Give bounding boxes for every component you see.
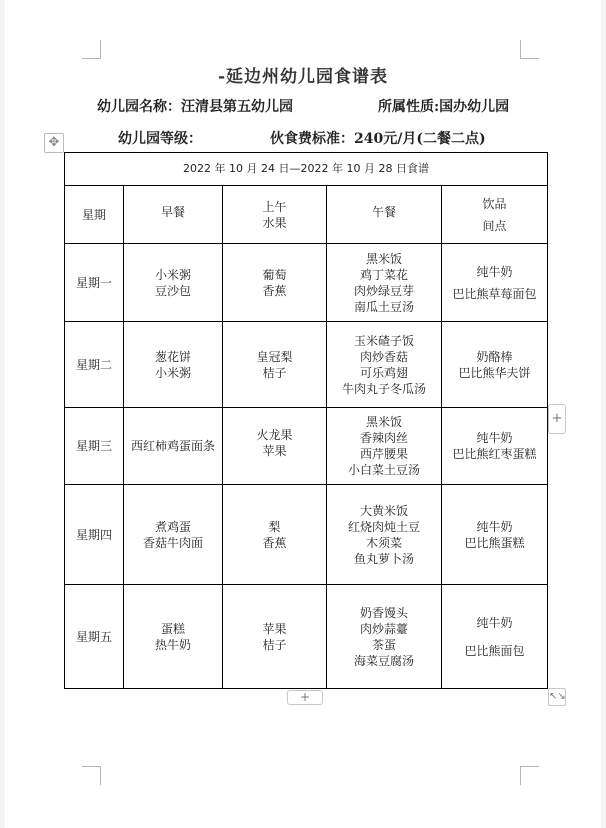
header-snack: 饮品 间点	[442, 186, 548, 244]
breakfast-cell: 煮鸡蛋 香菇牛肉面	[124, 485, 223, 585]
document-title: -延边州幼儿园食谱表	[217, 67, 389, 87]
kindergarten-nature: 所属性质:国办幼儿园	[378, 99, 510, 115]
kindergarten-name: 幼儿园名称：汪清县第五幼儿园	[97, 99, 293, 115]
table-row	[65, 322, 548, 408]
kindergarten-level: 幼儿园等级：	[118, 131, 202, 147]
day-cell: 星期三	[65, 408, 124, 485]
day-cell: 星期五	[65, 585, 124, 689]
fruit-cell: 苹果 桔子	[223, 585, 327, 689]
weekly-menu-table	[64, 152, 548, 689]
snack-cell: 纯牛奶 巴比熊蛋糕	[442, 485, 548, 585]
day-cell: 星期一	[65, 244, 124, 322]
breakfast-cell: 蛋糕 热牛奶	[124, 585, 223, 689]
lunch-cell: 玉米碴子饭 肉炒香菇 可乐鸡翅 牛肉丸子冬瓜汤	[327, 322, 442, 408]
header-lunch: 午餐	[327, 186, 442, 244]
add-column-button[interactable]: +	[548, 404, 566, 434]
header-breakfast: 早餐	[124, 186, 223, 244]
table-row	[65, 244, 548, 322]
page-corner-mark	[82, 40, 101, 59]
snack-cell: 纯牛奶 巴比熊草莓面包	[442, 244, 548, 322]
lunch-cell: 黑米饭 香辣肉丝 西芹腰果 小白菜土豆汤	[327, 408, 442, 485]
day-cell: 星期四	[65, 485, 124, 585]
day-cell: 星期二	[65, 322, 124, 408]
page-corner-mark	[520, 766, 539, 785]
page-corner-mark	[82, 766, 101, 785]
lunch-cell: 奶香馒头 肉炒蒜薹 茶蛋 海菜豆腐汤	[327, 585, 442, 689]
table-row	[65, 585, 548, 689]
add-row-button[interactable]: +	[287, 690, 323, 705]
breakfast-cell: 葱花饼 小米粥	[124, 322, 223, 408]
table-row	[65, 485, 548, 585]
breakfast-cell: 小米粥 豆沙包	[124, 244, 223, 322]
meal-fee-standard: 伙食费标准：240元/月(二餐二点)	[270, 131, 486, 147]
snack-cell: 纯牛奶 巴比熊红枣蛋糕	[442, 408, 548, 485]
snack-cell: 纯牛奶 巴比熊面包	[442, 585, 548, 689]
table-header-row	[65, 186, 548, 244]
table-resize-handle-icon[interactable]: ↖↘	[548, 688, 566, 706]
header-fruit: 上午 水果	[223, 186, 327, 244]
fruit-cell: 葡萄 香蕉	[223, 244, 327, 322]
lunch-cell: 黑米饭 鸡丁菜花 肉炒绿豆芽 南瓜土豆汤	[327, 244, 442, 322]
fruit-cell: 火龙果 苹果	[223, 408, 327, 485]
table-row	[65, 408, 548, 485]
table-move-handle-icon[interactable]: ✥	[44, 133, 64, 153]
lunch-cell: 大黄米饭 红烧肉炖土豆 木须菜 鱼丸萝卜汤	[327, 485, 442, 585]
header-day: 星期	[65, 186, 124, 244]
breakfast-cell: 西红柿鸡蛋面条	[124, 408, 223, 485]
fruit-cell: 皇冠梨 桔子	[223, 322, 327, 408]
snack-cell: 奶酪棒 巴比熊华夫饼	[442, 322, 548, 408]
menu-date-range: 2022 年 10 月 24 日—2022 年 10 月 28 日食谱	[65, 153, 548, 186]
fruit-cell: 梨 香蕉	[223, 485, 327, 585]
page-corner-mark	[520, 40, 539, 59]
